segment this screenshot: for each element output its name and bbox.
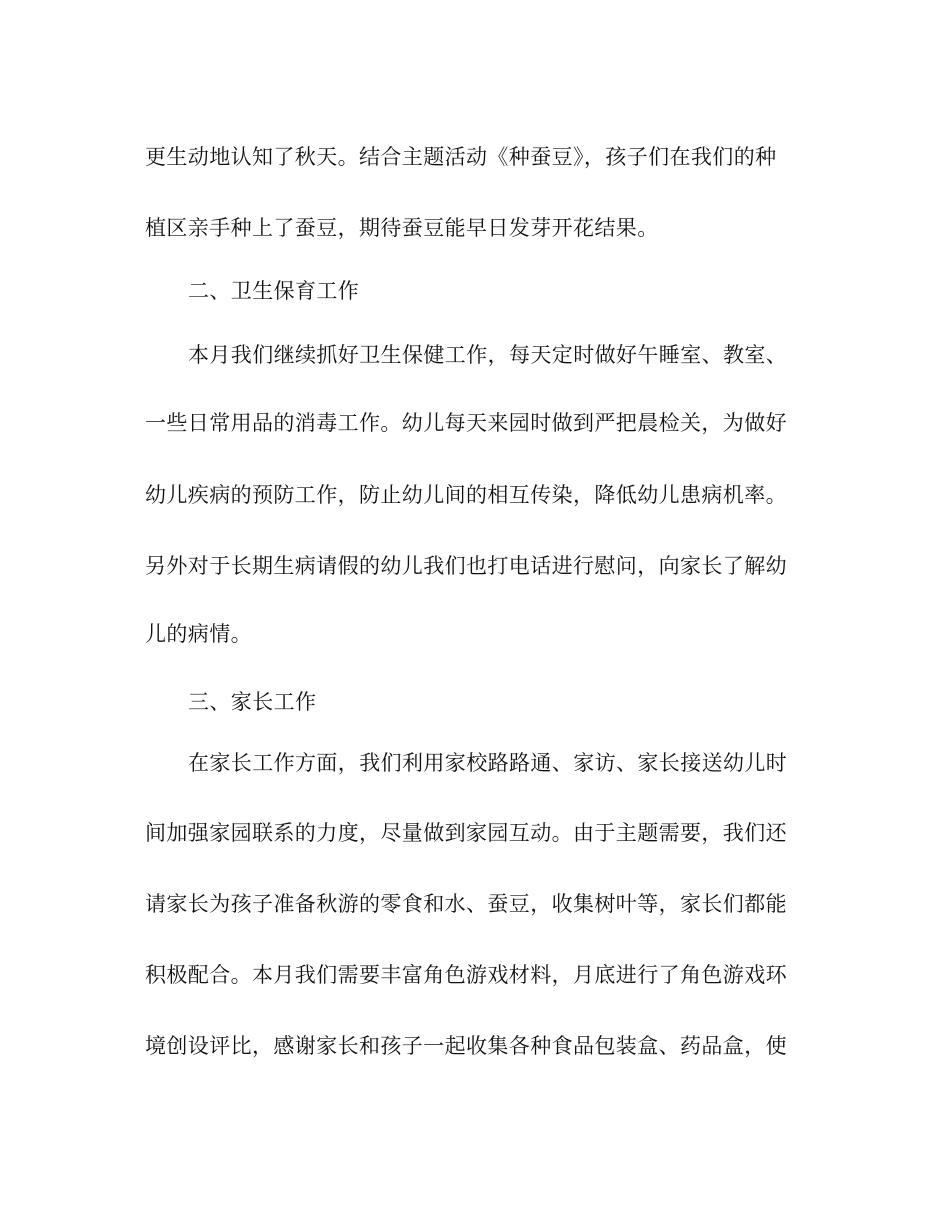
paragraph-line: 积极配合。本月我们需要丰富角色游戏材料，月底进行了角色游戏环 — [145, 963, 787, 987]
paragraph-line: 本月我们继续抓好卫生保健工作，每天定时做好午睡室、教室、 — [188, 343, 788, 367]
section-heading: 三、家长工作 — [188, 690, 317, 714]
paragraph-line: 一些日常用品的消毒工作。幼儿每天来园时做到严把晨检关，为做好 — [145, 411, 787, 435]
paragraph-line: 儿的病情。 — [145, 622, 252, 646]
paragraph-line: 在家长工作方面，我们利用家校路路通、家访、家长接送幼儿时 — [188, 751, 788, 775]
paragraph-line: 间加强家园联系的力度，尽量做到家园互动。由于主题需要，我们还 — [145, 821, 787, 845]
paragraph-line: 境创设评比，感谢家长和孩子一起收集各种食品包装盒、药品盒，使 — [145, 1034, 787, 1058]
paragraph-line: 更生动地认知了秋天。结合主题活动《种蚕豆》，孩子们在我们的种 — [145, 145, 777, 169]
paragraph-line: 请家长为孩子准备秋游的零食和水、蚕豆，收集树叶等，家长们都能 — [145, 892, 787, 916]
paragraph-line: 植区亲手种上了蚕豆，期待蚕豆能早日发芽开花结果。 — [145, 216, 659, 240]
paragraph-line: 另外对于长期生病请假的幼儿我们也打电话进行慰问，向家长了解幼 — [145, 554, 787, 578]
section-heading: 二、卫生保育工作 — [188, 279, 360, 303]
paragraph-line: 幼儿疾病的预防工作，防止幼儿间的相互传染，降低幼儿患病机率。 — [145, 483, 787, 507]
